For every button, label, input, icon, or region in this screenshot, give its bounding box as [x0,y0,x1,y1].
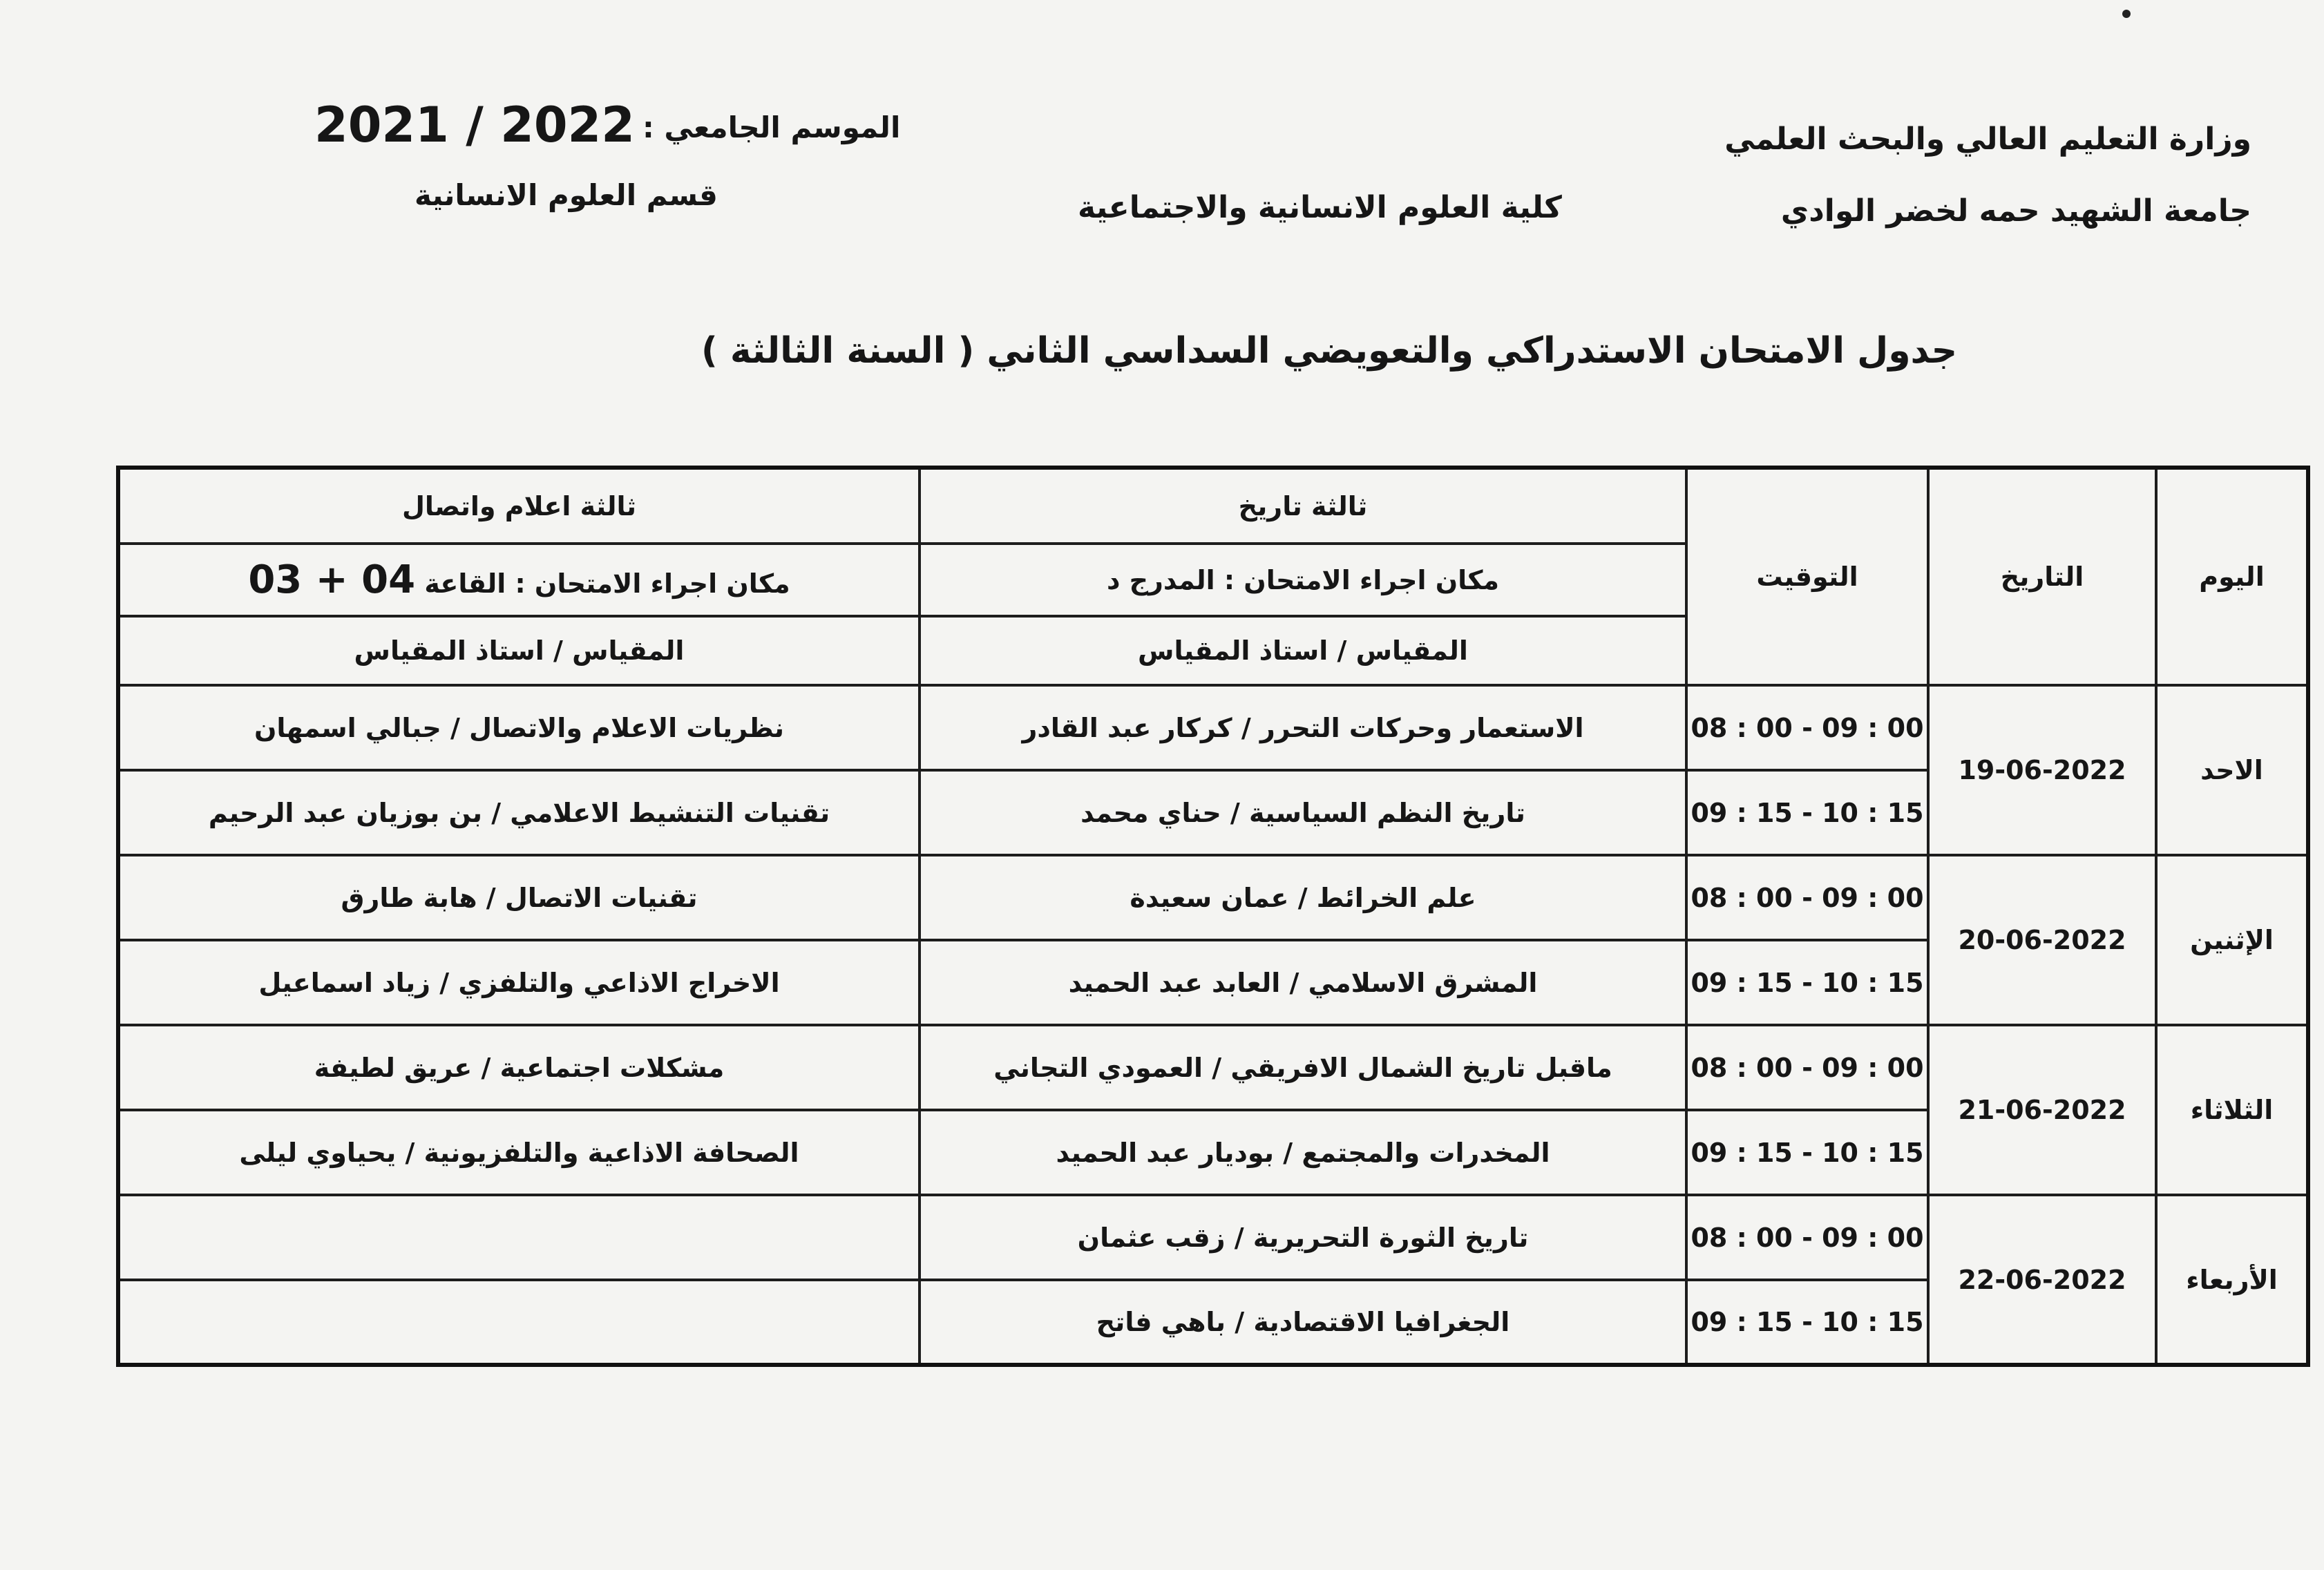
media-exam-cell [118,1280,920,1365]
media-exam-cell: الصحافة الاذاعية والتلفزيونية / يحياوي ليلى [118,1110,920,1195]
time-cell: 08 : 00 - 09 : 00 [1686,1195,1928,1280]
history-exam-cell: ماقبل تاريخ الشمال الافريقي / العمودي التجاني [920,1025,1686,1110]
document-title: جدول الامتحان الاستدراكي والتعويضي السداسي الثاني ( السنة الثالثة ) [701,330,1958,372]
media-exam-cell: مشكلات اجتماعية / عريق لطيفة [118,1025,920,1110]
history-exam-cell: تاريخ الثورة التحريرية / زقب عثمان [920,1195,1686,1280]
media-subheader: المقياس / استاذ المقياس [118,616,920,685]
time-cell: 09 : 15 - 10 : 15 [1686,770,1928,855]
history-exam-cell: علم الخرائط / عمان سعيدة [920,855,1686,940]
exam-schedule-table [116,466,2310,1367]
history-subheader: المقياس / استاذ المقياس [920,616,1686,685]
history-exam-cell: المخدرات والمجتمع / بوديار عبد الحميد [920,1110,1686,1195]
time-cell: 08 : 00 - 09 : 00 [1686,1025,1928,1110]
date-cell: 21-06-2022 [1928,1025,2156,1195]
media-exam-cell [118,1195,920,1280]
date-cell: 22-06-2022 [1928,1195,2156,1365]
university-name: جامعة الشهيد حمه لخضر الوادي [1780,193,2251,229]
table-row [118,1025,2308,1110]
history-group-title: ثالثة تاريخ [920,468,1686,544]
header-day: اليوم [2156,468,2308,685]
header-date: التاريخ [1928,468,2156,685]
history-venue: مكان اجراء الامتحان : المدرج د [920,544,1686,616]
ministry-name: وزارة التعليم العالي والبحث العلمي [1724,122,2251,157]
header-time: التوقيت [1686,468,1928,685]
date-cell: 20-06-2022 [1928,855,2156,1025]
media-exam-cell: تقنيات التنشيط الاعلامي / بن بوزيان عبد الرحيم [118,770,920,855]
time-cell: 08 : 00 - 09 : 00 [1686,855,1928,940]
table-row [118,855,2308,940]
media-venue [118,544,920,616]
media-venue-label: مكان اجراء الامتحان : القاعة [424,568,790,599]
media-group-title: ثالثة اعلام واتصال [118,468,920,544]
table-row [118,1195,2308,1280]
time-cell: 09 : 15 - 10 : 15 [1686,1110,1928,1195]
day-cell: الثلاثاء [2156,1025,2308,1195]
date-cell: 19-06-2022 [1928,685,2156,855]
faculty-name: كلية العلوم الانسانية والاجتماعية [1078,190,1562,225]
history-exam-cell: تاريخ النظم السياسية / حناي محمد [920,770,1686,855]
season-value: 2021 / 2022 [314,97,635,153]
time-cell: 09 : 15 - 10 : 15 [1686,1280,1928,1365]
department-name: قسم العلوم الانسانية [415,178,718,212]
history-exam-cell: المشرق الاسلامي / العابد عبد الحميد [920,940,1686,1025]
ink-dot [2122,10,2131,18]
day-cell: الإثنين [2156,855,2308,1025]
table-row [118,685,2308,770]
media-exam-cell: نظريات الاعلام والاتصال / جبالي اسمهان [118,685,920,770]
day-cell: الأربعاء [2156,1195,2308,1365]
media-venue-halls: 03 + 04 [248,557,416,602]
day-cell: الاحد [2156,685,2308,855]
media-exam-cell: الاخراج الاذاعي والتلفزي / زياد اسماعيل [118,940,920,1025]
history-exam-cell: الاستعمار وحركات التحرر / كركار عبد القادر [920,685,1686,770]
history-exam-cell: الجغرافيا الاقتصادية / باهي فاتح [920,1280,1686,1365]
time-cell: 08 : 00 - 09 : 00 [1686,685,1928,770]
time-cell: 09 : 15 - 10 : 15 [1686,940,1928,1025]
media-exam-cell: تقنيات الاتصال / هابة طارق [118,855,920,940]
season-label: الموسم الجامعي : [642,111,901,144]
